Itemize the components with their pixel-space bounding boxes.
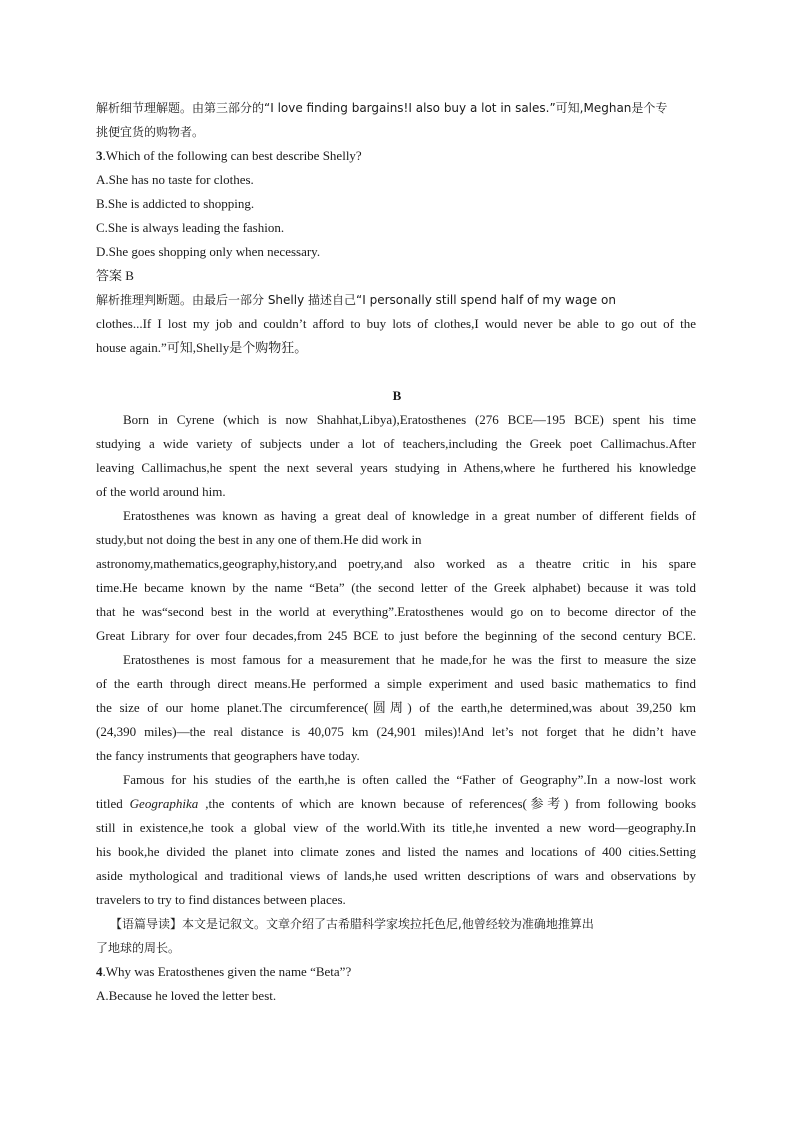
passage-p4-line-5: aside mythological and traditional views of lands,he used written descriptions of wars and observations by bbox=[96, 868, 696, 883]
reading-guide-line-1: 【语篇导读】本文是记叙文。文章介绍了古希腊科学家埃拉托色尼,他曾经较为准确地推算出 bbox=[110, 917, 594, 931]
passage-p2-line-1: Eratosthenes was known as having a great deal of knowledge in a great number of different fields of bbox=[123, 508, 696, 523]
question-3-answer: 答案 B bbox=[96, 268, 134, 283]
section-heading: B bbox=[392, 388, 402, 403]
question-3-option-b: B.She is addicted to shopping. bbox=[96, 196, 255, 211]
question-3-option-a: A.She has no taste for clothes. bbox=[96, 172, 254, 187]
explanation-q3-line-2: clothes...If I lost my job and couldn’t afford to buy lots of clothes,I would never be able to go out of the bbox=[96, 316, 696, 331]
question-3-number: 3 bbox=[96, 148, 103, 163]
passage-p4-line-3: still in existence,he took a global view of the world.With its title,he invented a new word—geography.In bbox=[96, 820, 696, 835]
passage-p4-line-6: travelers to try to find distances between places. bbox=[96, 892, 346, 907]
reading-guide-line-2: 了地球的周长。 bbox=[96, 941, 181, 955]
passage-p3-line-3: the size of our home planet.The circumference(圆周) of the earth,he determined,was about 39,250 km bbox=[96, 700, 696, 715]
passage-p1-line-3: leaving Callimachus,he spent the next several years studying in Athens,where he furthered his knowledge bbox=[96, 460, 696, 475]
passage-p3-line-4: (24,390 miles)—the real distance is 40,075 km (24,901 miles)!And let’s not forget that he didn’t have bbox=[96, 724, 696, 739]
explanation-q3-line-1: 解析推理判断题。由最后一部分 Shelly 描述自己“I personally still spend half of my wage on bbox=[96, 293, 616, 307]
question-4-number: 4 bbox=[96, 964, 103, 979]
question-3 bbox=[96, 144, 696, 168]
passage-p4-line-2 bbox=[96, 792, 696, 816]
passage-p3-line-1: Eratosthenes is most famous for a measurement that he made,for he was the first to measure the size bbox=[123, 652, 696, 667]
passage-p4-line-2-post: ,the contents of which are known because of references(参考) from following books bbox=[198, 796, 697, 811]
question-4 bbox=[96, 960, 696, 984]
passage-p2-line-3: astronomy,mathematics,geography,history,and poetry,and also worked as a theatre critic in his spare bbox=[96, 556, 696, 571]
explanation-q2-line-2: 挑便宜货的购物者。 bbox=[96, 125, 205, 139]
question-3-text: .Which of the following can best describe Shelly? bbox=[102, 148, 362, 163]
passage-p1-line-2: studying a wide variety of subjects under a lot of teachers,including the Greek poet Callimachus.After bbox=[96, 436, 696, 451]
passage-p4-line-2-pre: titled bbox=[96, 796, 130, 811]
book-title-geographika: Geographika bbox=[129, 796, 199, 811]
explanation-q3-line-3: house again.”可知,Shelly是个购物狂。 bbox=[96, 340, 308, 355]
passage-p4-line-4: his book,he divided the planet into climate zones and listed the names and locations of 400 cities.Setting bbox=[96, 844, 696, 859]
passage-p2-line-4: time.He became known by the name “Beta” (the second letter of the Greek alphabet) because it was told bbox=[96, 580, 696, 595]
passage-p3-line-2: of the earth through direct means.He performed a simple experiment and used basic mathematics to find bbox=[96, 676, 696, 691]
passage-p3-line-5: the fancy instruments that geographers have today. bbox=[96, 748, 360, 763]
question-3-option-d: D.She goes shopping only when necessary. bbox=[96, 244, 321, 259]
passage-p2-line-5: that he was“second best in the world at everything”.Eratosthenes would go on to become director of the bbox=[96, 604, 696, 619]
question-4-option-a: A.Because he loved the letter best. bbox=[96, 988, 277, 1003]
passage-p1-line-1: Born in Cyrene (which is now Shahhat,Libya),Eratosthenes (276 BCE—195 BCE) spent his time bbox=[123, 412, 696, 427]
explanation-q2-line-1: 解析细节理解题。由第三部分的“I love finding bargains!I also buy a lot in sales.”可知,Meghan是个专 bbox=[96, 101, 668, 115]
passage-p1-line-4: of the world around him. bbox=[96, 484, 226, 499]
question-4-text: .Why was Eratosthenes given the name “Beta”? bbox=[102, 964, 352, 979]
passage-p2-line-2: study,but not doing the best in any one of them.He did work in bbox=[96, 532, 422, 547]
question-3-option-c: C.She is always leading the fashion. bbox=[96, 220, 285, 235]
passage-p4-line-1: Famous for his studies of the earth,he is often called the “Father of Geography”.In a now-lost work bbox=[123, 772, 696, 787]
passage-p2-line-6: Great Library for over four decades,from 245 BCE to just before the beginning of the second century BCE. bbox=[96, 628, 696, 643]
